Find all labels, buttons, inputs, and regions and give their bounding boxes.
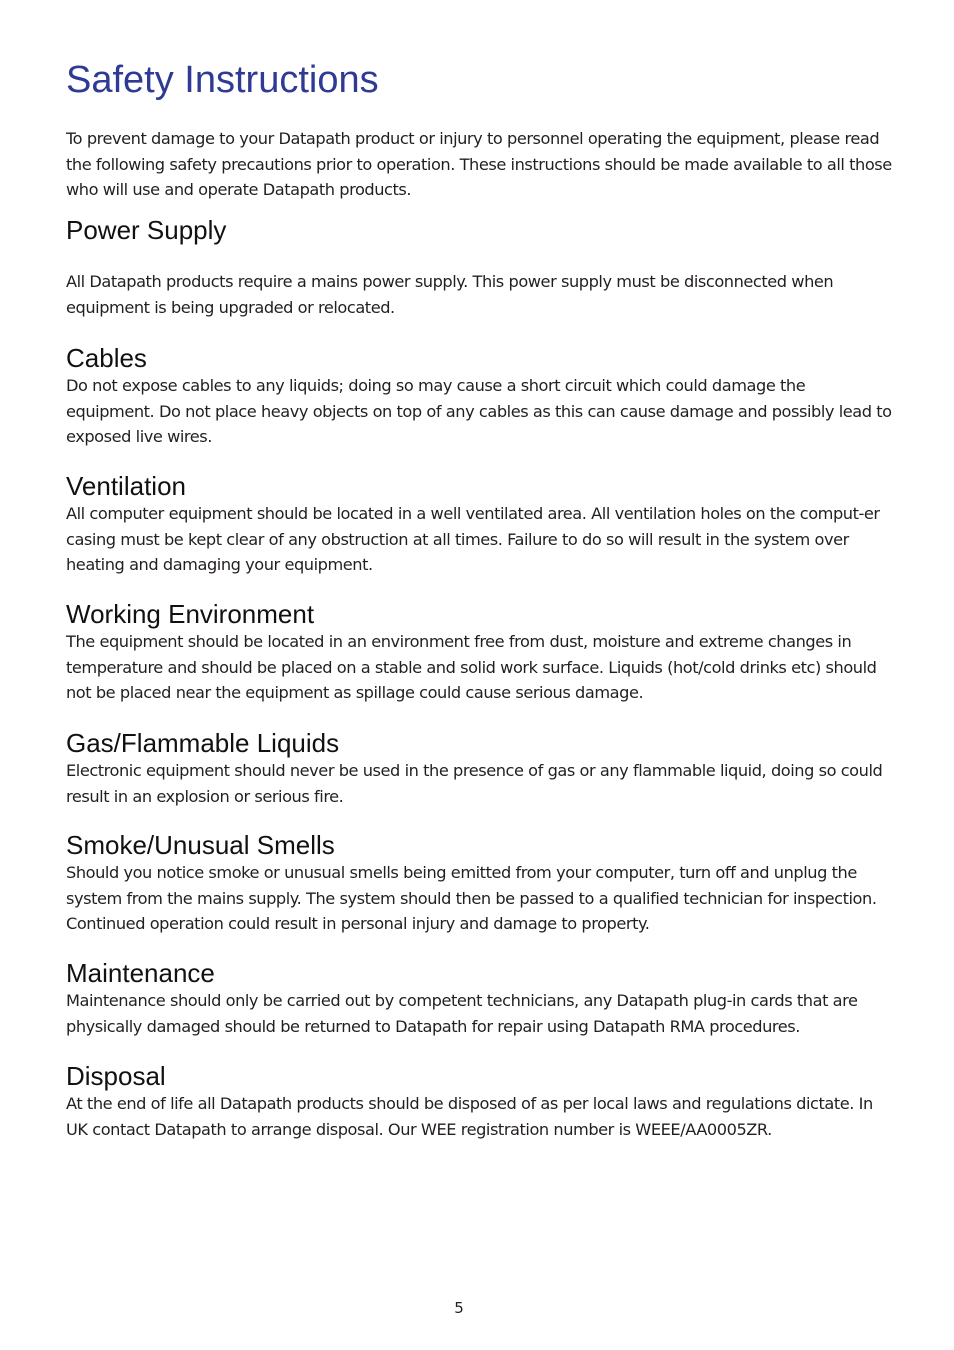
section-ventilation bbox=[66, 471, 896, 578]
section-heading: Cables bbox=[66, 343, 147, 373]
section-gas-flammable-liquids bbox=[66, 728, 896, 809]
section-heading: Power Supply bbox=[66, 215, 227, 245]
section-working-environment bbox=[66, 599, 896, 706]
section-heading: Gas/Flammable Liquids bbox=[66, 728, 340, 758]
section-heading: Ventilation bbox=[66, 471, 186, 501]
section-cables bbox=[66, 343, 896, 450]
section-heading: Maintenance bbox=[66, 958, 215, 988]
section-body: The equipment should be located in an environment free from dust, moisture and extreme changes in temperature and should be placed on a stable and solid work surface. Liquids (hot/cold drinks etc) should not be placed near the equipment as spillage could cause serious damage. bbox=[66, 632, 877, 702]
section-body: Should you notice smoke or unusual smells being emitted from your computer, turn off and unplug the system from the mains supply. The system should then be passed to a qualified technician for inspection. Continued operation could result in personal injury and damage to property. bbox=[66, 863, 877, 933]
section-body: All Datapath products require a mains power supply. This power supply must be disconnected when equipment is being upgraded or relocated. bbox=[66, 272, 834, 317]
section-heading: Disposal bbox=[66, 1061, 166, 1091]
section-heading: Working Environment bbox=[66, 599, 315, 629]
section-body: All computer equipment should be located in a well ventilated area. All ventilation holes on the comput-er casing must be kept clear of any obstruction at all times. Failure to do so will result in the system over heating and damaging your equipment. bbox=[66, 504, 880, 574]
page-title: Safety Instructions bbox=[66, 59, 379, 101]
section-smoke-unusual-smells bbox=[66, 830, 896, 937]
section-maintenance bbox=[66, 958, 896, 1039]
intro-paragraph: To prevent damage to your Datapath product or injury to personnel operating the equipment, please read the following safety precautions prior to operation. These instructions should be made available to all those who will use and operate Datapath products. bbox=[66, 129, 892, 199]
section-body: Electronic equipment should never be used in the presence of gas or any flammable liquid, doing so could result in an explosion or serious fire. bbox=[66, 761, 883, 806]
section-power-supply bbox=[66, 215, 896, 320]
section-heading: Smoke/Unusual Smells bbox=[66, 830, 335, 860]
section-body: At the end of life all Datapath products should be disposed of as per local laws and regulations dictate. In UK contact Datapath to arrange disposal. Our WEE registration number is WEEE/AA0005ZR. bbox=[66, 1094, 873, 1139]
page-number: 5 bbox=[454, 1299, 464, 1317]
section-disposal bbox=[66, 1061, 896, 1142]
section-body: Do not expose cables to any liquids; doing so may cause a short circuit which could damage the equipment. Do not place heavy objects on top of any cables as this can cause damage and possibly lead to exposed live wires. bbox=[66, 376, 892, 446]
section-body: Maintenance should only be carried out by competent technicians, any Datapath plug-in cards that are physically damaged should be returned to Datapath for repair using Datapath RMA procedures. bbox=[66, 991, 858, 1036]
